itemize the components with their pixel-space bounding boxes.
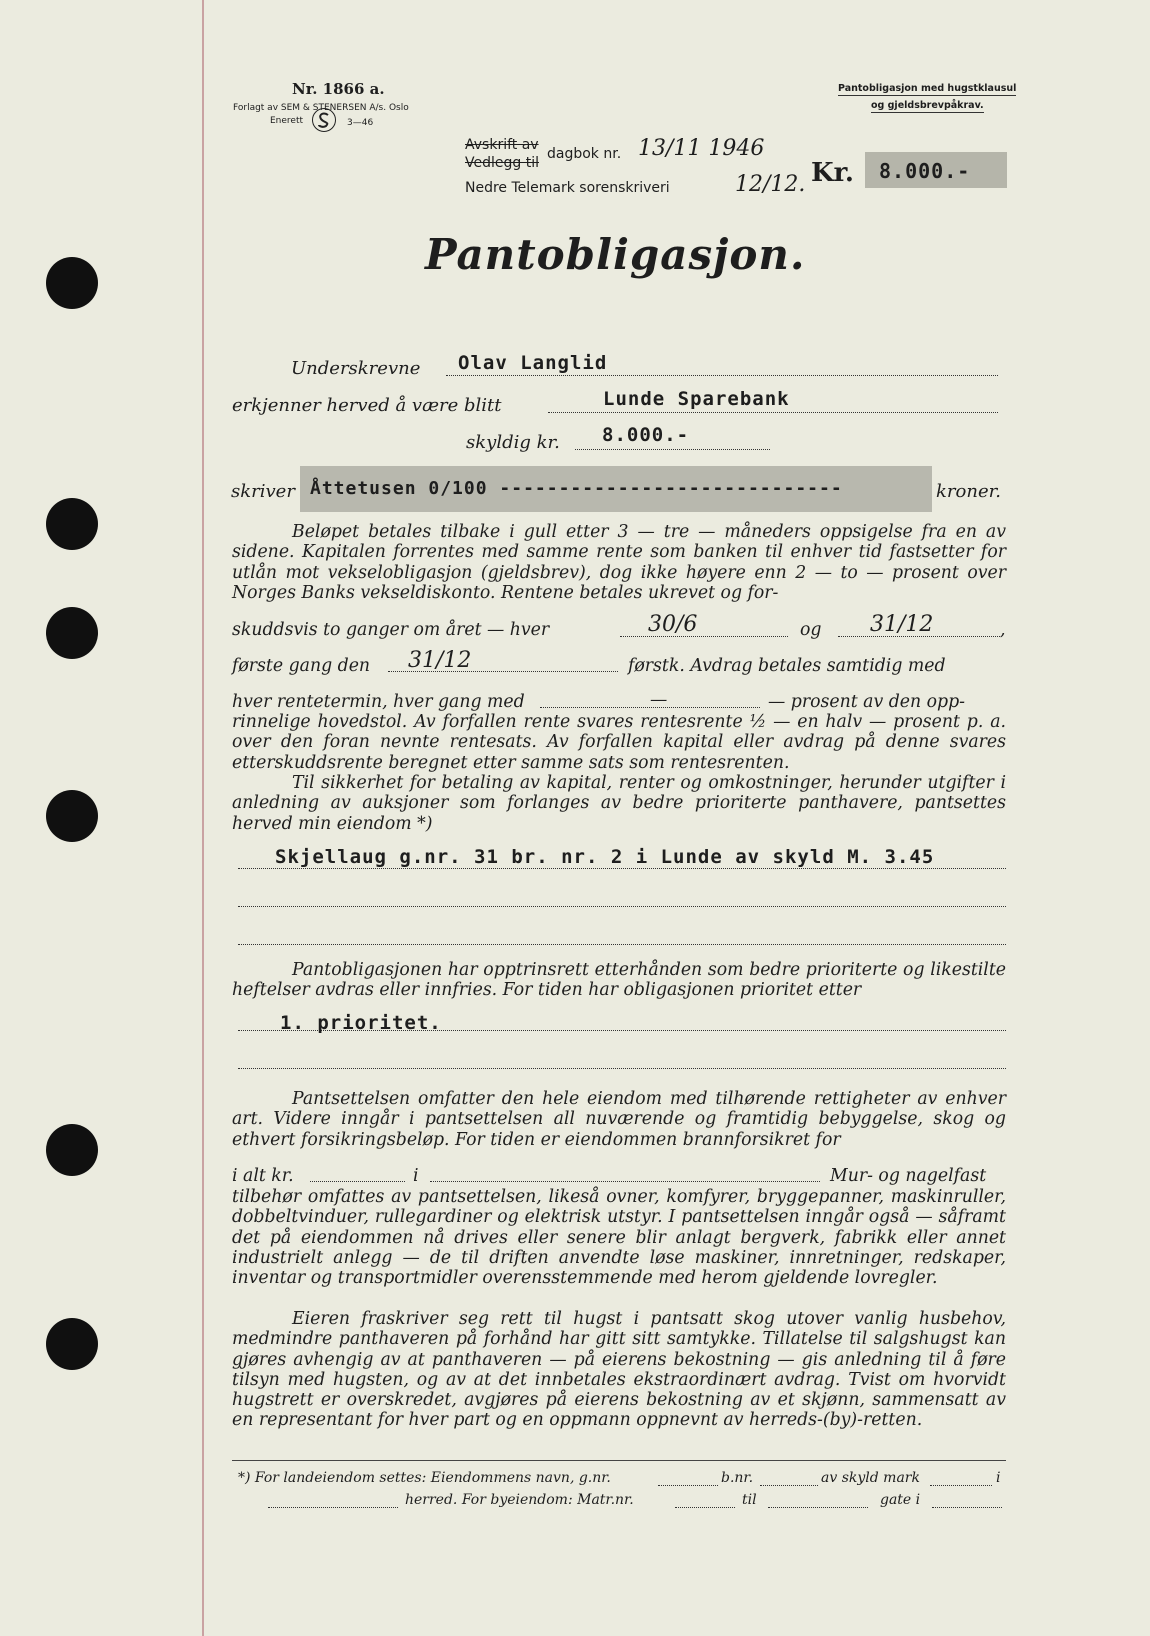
dotted-line (620, 636, 788, 637)
amount-value: 8.000.- (879, 159, 971, 183)
dotted-line (238, 906, 1006, 907)
punch-hole (46, 498, 98, 550)
insurance-label: i alt kr. (232, 1166, 294, 1186)
stamp-dagbok-value: 13/11 1946 (638, 136, 765, 161)
fixtures-paragraph: tilbehør omfattes av pantsettelsen, likeså ovner, komfyrer, bryggepanner, maskinruller, dobbeltvinduer, rullegardiner og elektrisk utstyr. I pantsettelsen inngår også — såframt det på eiendommen nå drives eller senere blir anlagt bergverk, fabrikk eller annet industrielt anlegg — de til driften anvendte løse maskiner, innretninger, redskaper, inventar og transportmidler overensstemmende med herom gjeldende lovregler. (232, 1187, 1006, 1289)
punch-hole (46, 607, 98, 659)
pledge-scope-paragraph: Pantsettelsen omfatter den hele eiendom med tilhørende rettigheter av enhver art. Videre inngår i pantsettelsen all nuværende og framtidig bebyggelse, skog og ethvert forsikringsbeløp. For tiden er eiendommen brannforsikret for (232, 1089, 1006, 1150)
amount-box (865, 152, 1007, 188)
dotted-line (430, 1181, 820, 1182)
punch-hole (46, 1124, 98, 1176)
footnote-rule (232, 1460, 1006, 1461)
installment-rate-dash: — (650, 690, 668, 710)
dotted-line (268, 1507, 398, 1508)
publisher-logo-icon (312, 108, 336, 132)
clause-line-1: Pantobligasjon med hugstklausul (838, 83, 1017, 94)
publisher-line: Forlagt av SEM & STENERSEN A/s. Oslo (233, 103, 409, 113)
publisher-enerett: Enerett (270, 116, 304, 126)
first-payment-text: første gang den (232, 656, 371, 676)
footnote-text-4: i (996, 1470, 1001, 1486)
dotted-line (930, 1485, 992, 1486)
installment-rate-text: hver rentetermin, hver gang med (232, 692, 525, 712)
form-number: Nr. 1866 a. (292, 80, 385, 98)
footnote-text-1: *) For landeiendom settes: Eiendommens navn, g.nr. (238, 1470, 611, 1486)
dotted-line (238, 944, 1006, 945)
writes-value: Åttetusen 0/100 ----------------------------- (310, 478, 843, 499)
kroner-label: kroner. (936, 481, 1001, 502)
publisher-date: 3—46 (347, 118, 374, 128)
dotted-line (675, 1507, 735, 1508)
dotted-line (238, 868, 1006, 869)
footnote-text-6: til (742, 1492, 757, 1508)
dotted-line (238, 1068, 1006, 1069)
property-value: Skjellaug g.nr. 31 br. nr. 2 i Lunde av skyld M. 3.45 (275, 846, 935, 868)
punch-hole (46, 790, 98, 842)
footnote-text-3: av skyld mark (821, 1470, 920, 1486)
punch-hole (46, 257, 98, 309)
stamp-court: Nedre Telemark sorenskriveri (465, 180, 670, 196)
dotted-line (575, 449, 770, 450)
stamp-avskrift: Avskrift av (465, 137, 539, 153)
document-title: Pantobligasjon. (425, 230, 806, 279)
dotted-line (760, 1485, 818, 1486)
creditor-value: Lunde Sparebank (603, 388, 790, 410)
dotted-line (310, 1181, 405, 1182)
installment-rate-text-2: — prosent av den opp- (768, 692, 966, 712)
interest-on-interest-paragraph: rinnelige hovedstol. Av forfallen rente svares rentesrente ½ — en halv — prosent p. a. over den foran nevnte rentesats. Av forfallen kapital eller avdrag på denne svares etterskuddsrente beregnet etter samme sats som rentesrenten. (232, 712, 1006, 773)
dotted-line (658, 1485, 718, 1486)
footnote-text-5: herred. For byeiendom: Matr.nr. (405, 1492, 634, 1508)
interest-og: og (800, 620, 822, 640)
owed-value: 8.000.- (602, 424, 690, 446)
security-paragraph: Til sikkerhet for betaling av kapital, renter og omkostninger, herunder utgifter i anledning av auksjoner som forlanges av bedre prioriterte panthavere, pantsettes herved min eiendom *) (232, 773, 1006, 834)
dotted-line (446, 375, 998, 376)
insurance-fixtures: Mur- og nagelfast (830, 1166, 987, 1186)
interest-date-2: 31/12 (870, 612, 934, 637)
footnote-text-2: b.nr. (721, 1470, 754, 1486)
owed-label: skyldig kr. (466, 432, 560, 453)
footnote-text-7: gate i (880, 1492, 921, 1508)
clause-line-2: og gjeldsbrevpåkrav. (871, 100, 984, 111)
dotted-line (548, 412, 998, 413)
priority-value: 1. prioritet. (280, 1012, 442, 1034)
logging-clause-paragraph: Eieren fraskriver seg rett til hugst i pantsatt skog utover vanlig husbehov, medmindre panthaveren på forhånd har gitt sitt samtykke. Tillatelse til salgshugst kan gjøres avhengig av at panthaveren — på eierens bekostning — gis anledning til å føre tilsyn med hugsten, og av at det innbetales ekstraordinært avdrag. Tvist om hvorvidt hugstrett er overskredet, avgjøres på eierens bekostning av et skjønn, sammensatt av en representant for hver part og en oppmann oppnevnt av herreds-(by)-retten. (232, 1309, 1006, 1431)
repayment-paragraph: Beløpet betales tilbake i gull etter 3 — tre — måneders oppsigelse fra en av sidene. Kapitalen forrentes med samme rente som banken til enhver tid fastsetter for utlån mot vekselobligasjon (gjeldsbrev), dog ikke høyere enn 2 — to — prosent over Norges Banks vekseldiskonto. Rentene betales ukrevet og for- (232, 522, 1006, 603)
interest-date-1: 30/6 (648, 612, 698, 637)
stamp-court-date: 12/12. (735, 172, 806, 197)
priority-paragraph: Pantobligasjonen har opptrinsrett etterhånden som bedre prioriterte og likestilte heftelser avdras eller innfries. For tiden har obligasjonen prioritet etter (232, 960, 1006, 1001)
amount-label: Kr. (811, 158, 854, 188)
acknowledge-label: erkjenner herved å være blitt (232, 395, 502, 416)
undersigned-label: Underskrevne (291, 358, 421, 379)
interest-comma: , (1000, 620, 1006, 640)
stamp-dagbok-label: dagbok nr. (547, 146, 622, 162)
undersigned-value: Olav Langlid (458, 352, 608, 374)
installment-text: førstk. Avdrag betales samtidig med (628, 656, 946, 676)
dotted-line (768, 1507, 868, 1508)
dotted-line (932, 1507, 1002, 1508)
stamp-vedlegg: Vedlegg til (465, 155, 539, 171)
first-payment-date: 31/12 (408, 648, 472, 673)
writes-label: skriver (231, 481, 295, 502)
insurance-i: i (413, 1166, 419, 1186)
punch-hole (46, 1318, 98, 1370)
margin-rule (202, 0, 204, 1636)
interest-text: skuddsvis to ganger om året — hver (232, 620, 550, 640)
